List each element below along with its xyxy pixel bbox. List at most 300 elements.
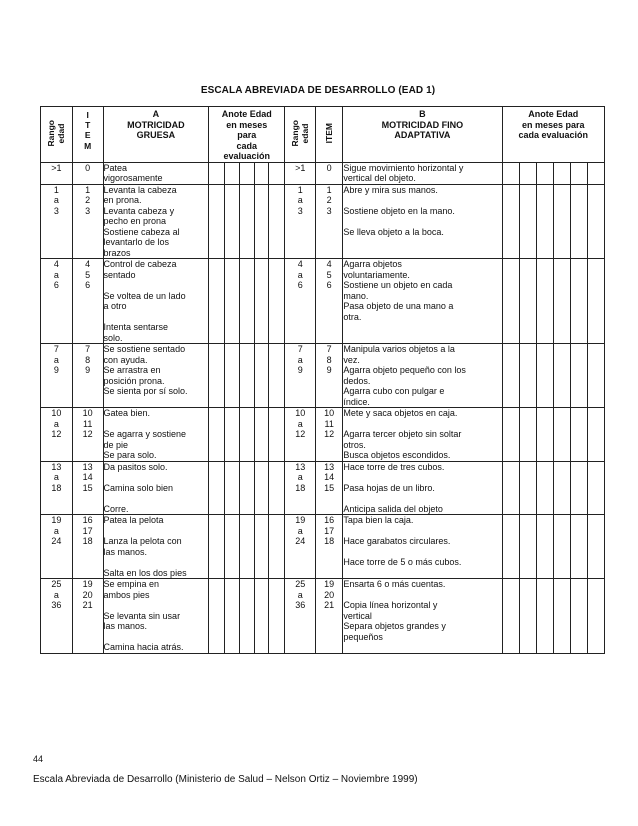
cell-line: Se empina en bbox=[103, 579, 160, 589]
evaluation-cell[interactable] bbox=[536, 184, 553, 259]
motricidad-fino-adaptativa-cell bbox=[343, 579, 502, 654]
cell-line: 3 bbox=[53, 205, 59, 216]
motricidad-gruesa-cell bbox=[103, 259, 209, 344]
motricidad-gruesa-cell bbox=[103, 461, 209, 515]
cell-line: 3 bbox=[326, 205, 332, 216]
evaluation-cell[interactable] bbox=[254, 344, 269, 408]
table-row bbox=[41, 259, 605, 344]
cell-line: 4 bbox=[326, 259, 332, 269]
cell-line bbox=[343, 547, 501, 558]
cell-line: 14 bbox=[324, 472, 335, 482]
evaluation-cell[interactable] bbox=[553, 344, 570, 408]
cell-line: 5 bbox=[85, 269, 91, 280]
motricidad-fino-adaptativa-cell bbox=[343, 184, 502, 259]
evaluation-cell[interactable] bbox=[519, 515, 536, 579]
cell-line: Levanta cabeza y bbox=[103, 205, 175, 216]
item-number-cell bbox=[72, 344, 103, 408]
evaluation-cell[interactable] bbox=[553, 162, 570, 184]
cell-line: Sostiene cabeza al bbox=[103, 226, 180, 237]
cell-line: Hace torre de 5 o más cubos. bbox=[343, 557, 462, 567]
motricidad-fino-adaptativa-cell bbox=[343, 344, 502, 408]
evaluation-cell[interactable] bbox=[536, 579, 553, 654]
evaluation-cell[interactable] bbox=[209, 162, 225, 184]
evaluation-cell[interactable] bbox=[239, 162, 254, 184]
evaluation-cell[interactable] bbox=[587, 344, 604, 408]
cell-line: Corre. bbox=[103, 503, 129, 514]
cell-line: 2 bbox=[326, 195, 332, 205]
cell-line: 17 bbox=[82, 525, 93, 536]
evaluation-cell[interactable] bbox=[502, 515, 519, 579]
evaluation-cell[interactable] bbox=[519, 162, 536, 184]
evaluation-cell[interactable] bbox=[269, 344, 285, 408]
cell-line: Pasa objeto de una mano a bbox=[343, 301, 454, 311]
cell-line: pequeños bbox=[343, 631, 383, 642]
evaluation-cell[interactable] bbox=[519, 184, 536, 259]
evaluation-cell[interactable] bbox=[209, 461, 225, 515]
cell-line: 1 bbox=[53, 184, 59, 195]
cell-line: otra. bbox=[343, 311, 362, 322]
evaluation-cell[interactable] bbox=[225, 461, 240, 515]
cell-line: 36 bbox=[51, 600, 62, 610]
rango-edad-cell bbox=[285, 184, 316, 259]
evaluation-cell[interactable] bbox=[225, 184, 240, 259]
cell-line: Levanta la cabeza bbox=[103, 184, 177, 195]
cell-line: brazos bbox=[103, 247, 131, 258]
item-number-cell bbox=[72, 259, 103, 344]
evaluation-cell[interactable] bbox=[254, 515, 269, 579]
cell-line: 10 bbox=[295, 408, 306, 418]
evaluation-cell[interactable] bbox=[553, 259, 570, 344]
evaluation-cell[interactable] bbox=[239, 184, 254, 259]
item-number-cell bbox=[316, 579, 343, 654]
rango-edad-cell bbox=[285, 162, 316, 184]
evaluation-cell[interactable] bbox=[269, 579, 285, 654]
table-body bbox=[41, 162, 605, 653]
cell-line: Camina solo bien bbox=[103, 482, 174, 493]
evaluation-cell[interactable] bbox=[587, 579, 604, 654]
cell-line: a bbox=[297, 589, 303, 600]
cell-line: Agarra cubo con pulgar e bbox=[343, 386, 445, 396]
evaluation-cell[interactable] bbox=[570, 579, 587, 654]
cell-line: voluntariamente. bbox=[343, 269, 410, 280]
cell-line: 11 bbox=[83, 418, 93, 429]
cell-line: 24 bbox=[51, 536, 62, 546]
evaluation-cell[interactable] bbox=[553, 579, 570, 654]
cell-line: en prona. bbox=[103, 195, 142, 205]
cell-line: Busca objetos escondidos. bbox=[343, 450, 451, 460]
cell-line: 25 bbox=[295, 579, 306, 589]
cell-line: 9 bbox=[53, 365, 59, 375]
evaluation-cell[interactable] bbox=[269, 515, 285, 579]
cell-line: vertical bbox=[343, 610, 372, 621]
rango-edad-cell bbox=[285, 344, 316, 408]
cell-line: Intenta sentarse bbox=[103, 322, 169, 332]
motricidad-gruesa-cell bbox=[103, 408, 209, 462]
cell-line: pecho en prona bbox=[103, 216, 167, 226]
motricidad-gruesa-cell bbox=[103, 579, 209, 654]
evaluation-cell[interactable] bbox=[209, 408, 225, 462]
cell-line: 3 bbox=[85, 205, 91, 216]
cell-line: 12 bbox=[51, 429, 62, 439]
evaluation-cell[interactable] bbox=[239, 344, 254, 408]
evaluation-cell[interactable] bbox=[225, 515, 240, 579]
cell-line: 9 bbox=[85, 365, 91, 375]
cell-line: 8 bbox=[326, 354, 332, 365]
cell-line: 10 bbox=[324, 408, 335, 418]
cell-line: 6 bbox=[326, 280, 332, 290]
header-rango-edad-b: Rango edad bbox=[285, 107, 316, 163]
item-number-cell bbox=[72, 461, 103, 515]
cell-line: Agarra tercer objeto sin soltar bbox=[343, 429, 462, 439]
cell-line: 7 bbox=[297, 344, 303, 354]
evaluation-cell[interactable] bbox=[209, 515, 225, 579]
cell-line bbox=[104, 419, 209, 430]
evaluation-cell[interactable] bbox=[502, 408, 519, 462]
evaluation-cell[interactable] bbox=[553, 184, 570, 259]
cell-line: 18 bbox=[51, 482, 62, 493]
evaluation-cell[interactable] bbox=[519, 408, 536, 462]
cell-line: 20 bbox=[82, 589, 93, 600]
evaluation-cell[interactable] bbox=[209, 184, 225, 259]
cell-line: Tapa bien la caja. bbox=[343, 515, 414, 525]
cell-line: Se voltea de un lado bbox=[103, 290, 186, 301]
rango-edad-cell bbox=[285, 515, 316, 579]
cell-line bbox=[104, 312, 209, 323]
header-motricidad-fino-adaptativa: B MOTRICIDAD FINO ADAPTATIVA bbox=[343, 107, 502, 163]
evaluation-cell[interactable] bbox=[570, 344, 587, 408]
cell-line: Se levanta sin usar bbox=[103, 610, 181, 621]
cell-line: 7 bbox=[85, 344, 91, 354]
cell-line: vertical del objeto. bbox=[343, 173, 416, 183]
cell-line: 4 bbox=[297, 259, 303, 269]
cell-line: con ayuda. bbox=[103, 354, 148, 365]
evaluation-cell[interactable] bbox=[225, 579, 240, 654]
evaluation-cell[interactable] bbox=[570, 259, 587, 344]
cell-line: 19 bbox=[51, 515, 62, 525]
cell-line: solo. bbox=[103, 332, 123, 343]
table-row bbox=[41, 344, 605, 408]
evaluation-cell[interactable] bbox=[269, 461, 285, 515]
evaluation-cell[interactable] bbox=[536, 461, 553, 515]
evaluation-cell[interactable] bbox=[254, 259, 269, 344]
evaluation-cell[interactable] bbox=[536, 344, 553, 408]
cell-line: sentado bbox=[103, 269, 136, 280]
cell-line: vez. bbox=[343, 354, 360, 365]
rango-edad-cell bbox=[41, 461, 73, 515]
cell-line: 13 bbox=[295, 461, 306, 472]
cell-line: Se agarra y sostiene bbox=[103, 429, 187, 439]
rango-edad-cell bbox=[41, 184, 73, 259]
rango-edad-cell bbox=[41, 162, 73, 184]
cell-line: 17 bbox=[324, 525, 335, 536]
cell-line: vigorosamente bbox=[103, 173, 163, 183]
cell-line: a bbox=[53, 269, 59, 280]
cell-line bbox=[104, 472, 209, 483]
motricidad-fino-adaptativa-cell bbox=[343, 408, 502, 462]
rango-edad-cell bbox=[285, 579, 316, 654]
evaluation-cell[interactable] bbox=[519, 259, 536, 344]
evaluation-cell[interactable] bbox=[254, 579, 269, 654]
table-row bbox=[41, 579, 605, 654]
evaluation-cell[interactable] bbox=[239, 408, 254, 462]
cell-line: 25 bbox=[51, 579, 62, 589]
cell-line: Pasa hojas de un libro. bbox=[343, 482, 435, 493]
cell-line bbox=[104, 600, 209, 611]
motricidad-fino-adaptativa-cell bbox=[343, 162, 502, 184]
cell-line: 18 bbox=[295, 482, 306, 493]
cell-line: Salta en los dos pies bbox=[103, 567, 187, 578]
evaluation-cell[interactable] bbox=[239, 461, 254, 515]
motricidad-gruesa-cell bbox=[103, 515, 209, 579]
table-row bbox=[41, 408, 605, 462]
cell-line: 0 bbox=[326, 162, 332, 173]
item-number-cell bbox=[316, 461, 343, 515]
cell-line: 9 bbox=[297, 365, 303, 375]
evaluation-cell[interactable] bbox=[225, 259, 240, 344]
cell-line: 19 bbox=[324, 579, 335, 589]
evaluation-cell[interactable] bbox=[570, 461, 587, 515]
evaluation-cell[interactable] bbox=[587, 408, 604, 462]
cell-line bbox=[104, 526, 209, 537]
rango-edad-cell bbox=[285, 259, 316, 344]
cell-line: >1 bbox=[295, 162, 306, 173]
header-row bbox=[41, 107, 605, 163]
table-row bbox=[41, 515, 605, 579]
evaluation-cell[interactable] bbox=[587, 162, 604, 184]
evaluation-cell[interactable] bbox=[587, 184, 604, 259]
evaluation-cell[interactable] bbox=[254, 461, 269, 515]
item-number-cell bbox=[72, 162, 103, 184]
evaluation-cell[interactable] bbox=[502, 162, 519, 184]
header-item-b: ITEM bbox=[316, 107, 343, 163]
cell-line: 1 bbox=[85, 184, 91, 195]
cell-line: 18 bbox=[82, 536, 93, 546]
header-anote-edad-b: Anote Edad en meses para cada evaluación bbox=[502, 107, 605, 163]
evaluation-cell[interactable] bbox=[519, 461, 536, 515]
cell-line: 0 bbox=[85, 162, 91, 173]
evaluation-cell[interactable] bbox=[269, 184, 285, 259]
cell-line: 11 bbox=[324, 418, 334, 429]
cell-line: 5 bbox=[326, 269, 332, 280]
header-motricidad-gruesa: A MOTRICIDAD GRUESA bbox=[103, 107, 209, 163]
cell-line bbox=[343, 195, 501, 206]
rango-edad-cell bbox=[285, 461, 316, 515]
evaluation-cell[interactable] bbox=[269, 259, 285, 344]
evaluation-cell[interactable] bbox=[536, 259, 553, 344]
cell-line: 15 bbox=[324, 482, 335, 493]
cell-line: Copia línea horizontal y bbox=[343, 600, 438, 610]
motricidad-gruesa-cell bbox=[103, 162, 209, 184]
cell-line: 14 bbox=[82, 472, 93, 482]
cell-line: Ensarta 6 o más cuentas. bbox=[343, 579, 446, 589]
page-number: 44 bbox=[33, 754, 44, 764]
cell-line: Patea la pelota bbox=[103, 515, 164, 525]
cell-line: 13 bbox=[324, 461, 335, 472]
evaluation-cell[interactable] bbox=[587, 515, 604, 579]
cell-line: Camina hacia atrás. bbox=[103, 642, 184, 652]
cell-line: Sostiene objeto en la mano. bbox=[343, 205, 455, 216]
cell-line: 12 bbox=[295, 429, 306, 439]
cell-line: levantarlo de los bbox=[103, 237, 170, 247]
cell-line: Se para solo. bbox=[103, 450, 157, 460]
cell-line: Sigue movimiento horizontal y bbox=[343, 162, 464, 173]
rango-edad-cell bbox=[41, 515, 73, 579]
cell-line bbox=[104, 557, 209, 568]
evaluation-cell[interactable] bbox=[553, 408, 570, 462]
motricidad-fino-adaptativa-cell bbox=[343, 515, 502, 579]
cell-line: 13 bbox=[51, 461, 62, 472]
evaluation-cell[interactable] bbox=[536, 162, 553, 184]
cell-line: Anticipa salida del objeto bbox=[343, 503, 443, 514]
cell-line: Hace torre de tres cubos. bbox=[343, 461, 445, 472]
evaluation-cell[interactable] bbox=[587, 461, 604, 515]
cell-line: Se lleva objeto a la boca. bbox=[343, 226, 444, 237]
evaluation-cell[interactable] bbox=[225, 344, 240, 408]
item-number-cell bbox=[316, 408, 343, 462]
evaluation-cell[interactable] bbox=[254, 408, 269, 462]
evaluation-cell[interactable] bbox=[587, 259, 604, 344]
rango-edad-cell bbox=[41, 579, 73, 654]
header-rango-edad-a: Rango edad bbox=[41, 107, 73, 163]
cell-line: 10 bbox=[82, 408, 93, 418]
table-row bbox=[41, 461, 605, 515]
cell-line: 20 bbox=[324, 589, 335, 600]
cell-line: Agarra objeto pequeño con los bbox=[343, 365, 466, 375]
cell-line: 6 bbox=[85, 280, 91, 290]
cell-line: ambos pies bbox=[103, 589, 150, 600]
item-number-cell bbox=[72, 579, 103, 654]
cell-line: Control de cabeza bbox=[103, 259, 177, 269]
evaluation-cell[interactable] bbox=[519, 344, 536, 408]
evaluation-cell[interactable] bbox=[225, 408, 240, 462]
cell-line: a bbox=[53, 195, 59, 205]
evaluation-cell[interactable] bbox=[209, 579, 225, 654]
evaluation-cell[interactable] bbox=[269, 408, 285, 462]
cell-line: de pie bbox=[103, 439, 129, 450]
item-number-cell bbox=[316, 184, 343, 259]
cell-line bbox=[104, 493, 209, 504]
cell-line: a bbox=[53, 418, 59, 429]
evaluation-cell[interactable] bbox=[570, 162, 587, 184]
cell-line: 7 bbox=[326, 344, 332, 354]
cell-line: Gatea bien. bbox=[103, 408, 151, 418]
rango-edad-cell bbox=[285, 408, 316, 462]
cell-line: 13 bbox=[82, 461, 93, 472]
cell-line: 21 bbox=[82, 600, 93, 610]
evaluation-cell[interactable] bbox=[209, 259, 225, 344]
evaluation-cell[interactable] bbox=[570, 184, 587, 259]
rango-edad-cell bbox=[41, 408, 73, 462]
cell-line: índice. bbox=[343, 396, 370, 407]
evaluation-cell[interactable] bbox=[254, 162, 269, 184]
cell-line: 6 bbox=[297, 280, 303, 290]
rango-edad-cell bbox=[41, 259, 73, 344]
evaluation-cell[interactable] bbox=[239, 259, 254, 344]
cell-line: Lanza la pelota con bbox=[103, 536, 182, 546]
evaluation-cell[interactable] bbox=[536, 515, 553, 579]
cell-line: dedos. bbox=[343, 375, 371, 386]
header-item-a: I T E M bbox=[72, 107, 103, 163]
table-row bbox=[41, 184, 605, 259]
motricidad-fino-adaptativa-cell bbox=[343, 259, 502, 344]
cell-line: 7 bbox=[53, 344, 59, 354]
cell-line: 12 bbox=[82, 429, 93, 439]
evaluation-cell[interactable] bbox=[502, 461, 519, 515]
header-anote-edad-a: Anote Edad en meses para cada evaluación bbox=[209, 107, 285, 163]
ead-scale-table bbox=[40, 106, 605, 654]
cell-line: 19 bbox=[295, 515, 306, 525]
item-number-cell bbox=[316, 515, 343, 579]
evaluation-cell[interactable] bbox=[570, 515, 587, 579]
evaluation-cell[interactable] bbox=[570, 408, 587, 462]
evaluation-cell[interactable] bbox=[519, 579, 536, 654]
motricidad-gruesa-cell bbox=[103, 184, 209, 259]
item-number-cell bbox=[316, 344, 343, 408]
item-number-cell bbox=[316, 259, 343, 344]
cell-line: 18 bbox=[324, 536, 335, 546]
evaluation-cell[interactable] bbox=[269, 162, 285, 184]
cell-line: a bbox=[297, 269, 303, 280]
cell-line bbox=[343, 419, 501, 430]
evaluation-cell[interactable] bbox=[254, 184, 269, 259]
motricidad-fino-adaptativa-cell bbox=[343, 461, 502, 515]
cell-line: a bbox=[297, 354, 303, 365]
evaluation-cell[interactable] bbox=[225, 162, 240, 184]
cell-line: Mete y saca objetos en caja. bbox=[343, 408, 458, 418]
cell-line: 19 bbox=[82, 579, 93, 589]
evaluation-cell[interactable] bbox=[536, 408, 553, 462]
cell-line bbox=[104, 632, 209, 643]
cell-line: Hace garabatos circulares. bbox=[343, 536, 451, 546]
evaluation-cell[interactable] bbox=[239, 515, 254, 579]
cell-line: a bbox=[53, 472, 59, 482]
cell-line: 4 bbox=[53, 259, 59, 269]
evaluation-cell[interactable] bbox=[553, 515, 570, 579]
cell-line: 2 bbox=[85, 195, 91, 205]
cell-line: 1 bbox=[326, 184, 332, 195]
evaluation-cell[interactable] bbox=[239, 579, 254, 654]
item-number-cell bbox=[316, 162, 343, 184]
cell-line bbox=[343, 216, 501, 227]
cell-line: Se arrastra en bbox=[103, 365, 161, 375]
cell-line: 4 bbox=[85, 259, 91, 269]
evaluation-cell[interactable] bbox=[502, 184, 519, 259]
cell-line: a bbox=[297, 472, 303, 482]
cell-line: 16 bbox=[324, 515, 335, 525]
cell-line: a bbox=[297, 195, 303, 205]
cell-line bbox=[343, 590, 501, 601]
footer-reference: Escala Abreviada de Desarrollo (Ministerio de Salud – Nelson Ortiz – Noviembre 1999) bbox=[33, 774, 418, 785]
cell-line bbox=[343, 526, 501, 537]
evaluation-cell[interactable] bbox=[553, 461, 570, 515]
cell-line: Se sienta por sí solo. bbox=[103, 386, 188, 396]
cell-line bbox=[104, 280, 209, 291]
evaluation-cell[interactable] bbox=[502, 579, 519, 654]
evaluation-cell[interactable] bbox=[209, 344, 225, 408]
cell-line: a bbox=[297, 418, 303, 429]
rango-edad-cell bbox=[41, 344, 73, 408]
evaluation-cell[interactable] bbox=[502, 344, 519, 408]
table-title: ESCALA ABREVIADA DE DESARROLLO (EAD 1) bbox=[200, 85, 436, 96]
cell-line: 36 bbox=[295, 600, 306, 610]
cell-line: 15 bbox=[82, 482, 93, 493]
cell-line: 1 bbox=[297, 184, 303, 195]
cell-line: Separa objetos grandes y bbox=[343, 621, 446, 631]
cell-line: 24 bbox=[295, 536, 306, 546]
cell-line bbox=[343, 472, 501, 483]
cell-line: 21 bbox=[324, 600, 335, 610]
evaluation-cell[interactable] bbox=[502, 259, 519, 344]
